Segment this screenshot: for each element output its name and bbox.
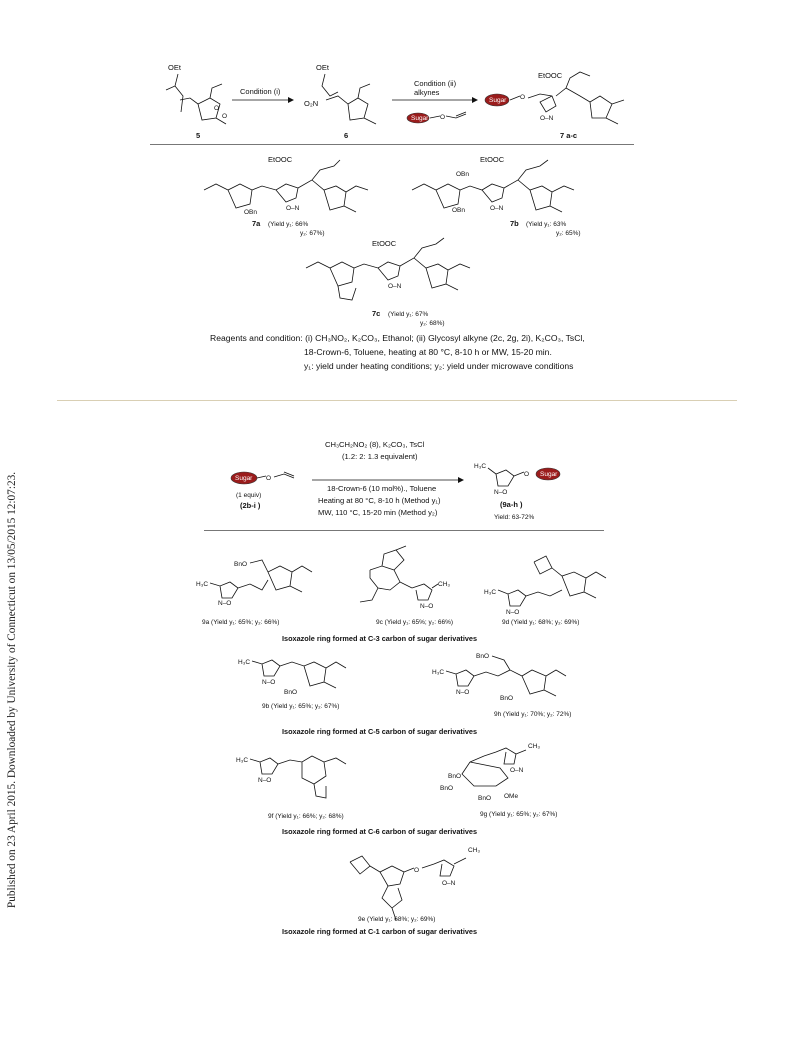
condition-2-reagent: alkynes <box>414 88 440 97</box>
svg-text:O–N: O–N <box>510 767 524 774</box>
svg-text:BnO: BnO <box>234 561 248 568</box>
compound-9f-label: 9f (Yield y₁: 66%; y₂: 68%) <box>268 813 344 820</box>
compound-9c-label: 9c (Yield y₁: 65%; y₂: 66%) <box>376 619 454 626</box>
caption-c5: Isoxazole ring formed at C-5 carbon of sugar derivatives <box>282 727 478 736</box>
compound-7a-label: 7a <box>252 219 261 228</box>
compound-9c <box>360 546 450 610</box>
compound-9e-label: 9e (Yield y₁: 68%; y₂: 69%) <box>358 916 436 923</box>
reagents-line-2: 18-Crown-6, Toluene, heating at 80 °C, 8-10 h or MW, 15-20 min. <box>304 347 552 357</box>
svg-text:N–O: N–O <box>258 777 272 784</box>
svg-text:N–O: N–O <box>494 489 508 496</box>
compound-7 <box>485 71 624 124</box>
scheme-1-rule <box>150 144 634 145</box>
compound-7a <box>204 155 368 216</box>
svg-text:O–N: O–N <box>388 283 402 290</box>
svg-text:Sugar: Sugar <box>235 475 253 482</box>
svg-text:OEt: OEt <box>316 63 329 72</box>
svg-text:O: O <box>520 94 526 101</box>
scheme-2-condition-4: Heating at 80 °C, 8-10 h (Method y₁) <box>318 496 441 505</box>
svg-text:CH₃: CH₃ <box>468 847 481 854</box>
svg-text:O: O <box>266 475 272 482</box>
svg-text:O: O <box>222 113 228 120</box>
publication-note: Published on 23 April 2015. Downloaded by University of Connecticut on 13/05/2015 12:07:23. <box>6 471 18 909</box>
product-label: (9a-h ) <box>500 500 523 509</box>
svg-text:y₂: 68%): y₂: 68%) <box>420 320 445 327</box>
svg-text:N–O: N–O <box>506 609 520 616</box>
svg-text:O: O <box>524 471 530 478</box>
svg-text:CH₃: CH₃ <box>528 743 541 750</box>
svg-text:CH₃: CH₃ <box>438 581 451 588</box>
compound-5 <box>166 63 227 124</box>
svg-text:O–N: O–N <box>286 205 300 212</box>
svg-text:(Yield y₁: 66%: (Yield y₁: 66% <box>268 221 309 228</box>
condition-2: Condition (ii) <box>414 79 457 88</box>
compound-9h <box>432 653 566 702</box>
svg-text:N–O: N–O <box>420 603 434 610</box>
svg-text:OBn: OBn <box>456 171 470 178</box>
svg-text:OBn: OBn <box>244 209 258 216</box>
reagents-line-1: Reagents and condition: (i) CH₃NO₂, K₂CO₃, Ethanol; (ii) Glycosyl alkyne (2c, 2g, 2i), K₂CO₃, TsCl, <box>210 333 585 343</box>
svg-text:EtOOC: EtOOC <box>372 239 397 248</box>
svg-text:OEt: OEt <box>168 63 181 72</box>
svg-text:EtOOC: EtOOC <box>268 155 293 164</box>
caption-c1: Isoxazole ring formed at C-1 carbon of sugar derivatives <box>282 927 478 936</box>
compound-9g-label: 9g (Yield y₁: 65%; y₂: 67%) <box>480 811 558 818</box>
svg-text:H₃C: H₃C <box>238 659 251 666</box>
condition-1: Condition (i) <box>240 87 281 96</box>
compound-9e <box>350 847 480 920</box>
reactant-label: (2b-i ) <box>240 501 261 510</box>
compound-9d <box>484 556 606 616</box>
compound-9f <box>236 756 346 798</box>
svg-text:BnO: BnO <box>284 689 298 696</box>
compound-6 <box>304 63 376 124</box>
svg-text:BnO: BnO <box>448 773 462 780</box>
scheme-2-reactant <box>231 472 294 484</box>
compound-9d-label: 9d (Yield y₁: 68%; y₂: 69%) <box>502 619 580 626</box>
svg-text:N–O: N–O <box>262 679 276 686</box>
svg-text:y₂: 65%): y₂: 65%) <box>556 230 581 237</box>
svg-text:BnO: BnO <box>476 653 490 660</box>
svg-text:N–O: N–O <box>218 600 232 607</box>
compound-7-label: 7 a-c <box>560 131 578 140</box>
svg-text:O: O <box>414 867 420 874</box>
compound-5-label: 5 <box>196 131 201 140</box>
svg-text:O: O <box>214 105 220 112</box>
svg-text:H₃C: H₃C <box>484 589 497 596</box>
scheme-2-condition-3: 18-Crown-6 (10 mol%)., Toluene <box>327 484 437 493</box>
svg-text:y₂: 67%): y₂: 67%) <box>300 230 325 237</box>
svg-text:O₂N: O₂N <box>304 99 319 108</box>
svg-text:O–N: O–N <box>490 205 504 212</box>
reactant-equiv: (1 equiv) <box>236 492 262 499</box>
scheme-2-product <box>474 463 560 496</box>
svg-text:OBn: OBn <box>452 207 466 214</box>
compound-9a <box>196 560 312 607</box>
caption-c3: Isoxazole ring formed at C-3 carbon of sugar derivatives <box>282 634 478 643</box>
caption-c6: Isoxazole ring formed at C-6 carbon of sugar derivatives <box>282 827 478 836</box>
page-divider <box>57 400 737 401</box>
svg-text:H₃C: H₃C <box>236 757 249 764</box>
compound-7c <box>306 238 470 300</box>
svg-text:BnO: BnO <box>500 695 514 702</box>
compound-7b <box>412 155 574 214</box>
scheme-2-condition-1: CH₃CH₂NO₂ (8), K₂CO₃, TsCl <box>325 440 425 449</box>
svg-text:O: O <box>440 114 446 121</box>
reagents-line-3: y₁: yield under heating conditions; y₂: yield under microwave conditions <box>304 361 574 371</box>
svg-text:(Yield y₁: 67%: (Yield y₁: 67% <box>388 311 429 318</box>
svg-text:(Yield y₁: 63%: (Yield y₁: 63% <box>526 221 567 228</box>
compound-7b-label: 7b <box>510 219 519 228</box>
compound-7c-label: 7c <box>372 309 381 318</box>
svg-text:H₃C: H₃C <box>196 581 209 588</box>
scheme-2-condition-2: (1.2: 2: 1.3 equivalent) <box>342 452 418 461</box>
compound-9g <box>440 743 540 802</box>
compound-9b-label: 9b (Yield y₁: 65%; y₂: 67%) <box>262 703 340 710</box>
compound-9h-label: 9h (Yield y₁: 70%; y₂: 72%) <box>494 711 572 718</box>
scheme-2-condition-5: MW, 110 °C, 15-20 min (Method y₂) <box>318 508 438 517</box>
product-yield: Yield: 63-72% <box>494 514 535 521</box>
svg-text:N–O: N–O <box>456 689 470 696</box>
svg-text:H₃C: H₃C <box>432 669 445 676</box>
svg-text:BnO: BnO <box>440 785 454 792</box>
compound-6-label: 6 <box>344 131 349 140</box>
scheme-2-rule <box>204 530 604 531</box>
svg-text:EtOOC: EtOOC <box>480 155 505 164</box>
compound-9a-label: 9a (Yield y₁: 65%; y₂: 66%) <box>202 619 280 626</box>
svg-text:OMe: OMe <box>504 793 519 800</box>
svg-text:O–N: O–N <box>540 115 554 122</box>
svg-text:EtOOC: EtOOC <box>538 71 563 80</box>
svg-text:Sugar: Sugar <box>489 97 507 104</box>
svg-text:O–N: O–N <box>442 880 456 887</box>
compound-9b <box>238 659 346 696</box>
svg-text:BnO: BnO <box>478 795 492 802</box>
svg-text:Sugar: Sugar <box>411 115 429 122</box>
svg-text:H₃C: H₃C <box>474 463 487 470</box>
svg-text:Sugar: Sugar <box>540 471 558 478</box>
